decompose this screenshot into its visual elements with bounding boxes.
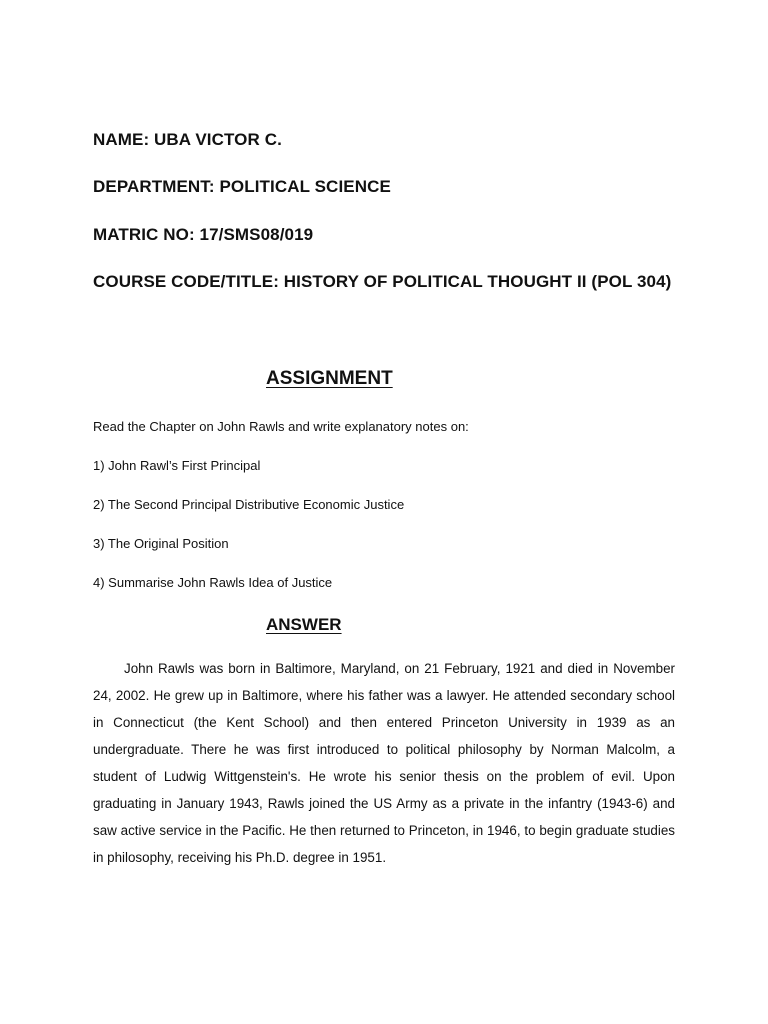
question-item: 4) Summarise John Rawls Idea of Justice xyxy=(93,575,333,590)
answer-heading: ANSWER xyxy=(266,615,342,634)
department-line: DEPARTMENT: POLITICAL SCIENCE xyxy=(93,177,391,196)
question-item: 3) The Original Position xyxy=(93,536,229,551)
answer-paragraph: John Rawls was born in Baltimore, Maryland, on 21 February, 1921 and died in November 24, 2002. He grew up in Baltimore, where his father was a lawyer. He attended secondary school in Connecticut (the Kent School) and then entered Princeton University in 1939 as an undergraduate. There he was first introduced to political philosophy by Norman Malcolm, a student of Ludwig Wittgenstein's. He wrote his senior thesis on the problem of evil. Upon graduating in January 1943, Rawls joined the US Army as a private in the infantry (1943-6) and saw active service in the Pacific. He then returned to Princeton, in 1946, to begin graduate studies in philosophy, receiving his Ph.D. degree in 1951. xyxy=(93,661,675,865)
course-title: COURSE CODE/TITLE: HISTORY OF POLITICAL THOUGHT II (POL 304) xyxy=(93,272,672,291)
student-name: NAME: UBA VICTOR C. xyxy=(93,130,282,149)
question-item: 2) The Second Principal Distributive Economic Justice xyxy=(93,497,405,512)
question-item: 1) John Rawl’s First Principal xyxy=(93,458,261,473)
assignment-heading: ASSIGNMENT xyxy=(266,368,393,389)
matric-number: MATRIC NO: 17/SMS08/019 xyxy=(93,225,314,244)
assignment-instructions: Read the Chapter on John Rawls and write explanatory notes on: xyxy=(93,419,469,434)
